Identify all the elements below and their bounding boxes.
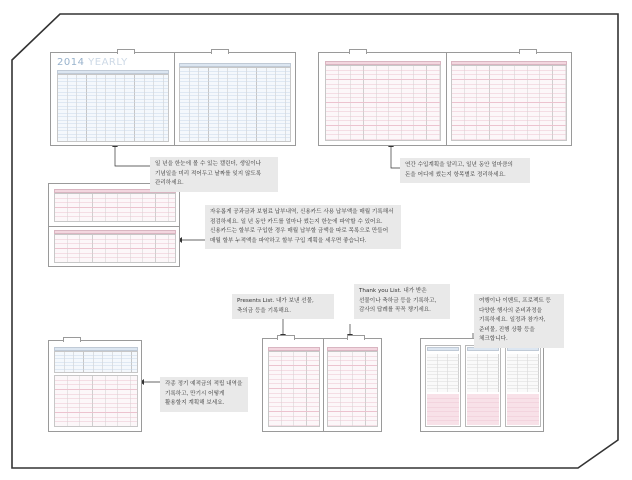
savings-grid-top [54, 351, 138, 373]
event-column-body [467, 354, 499, 392]
spread-fold [174, 53, 175, 145]
spread-travel [420, 338, 544, 432]
spread-fold [446, 53, 447, 145]
page-tab [211, 49, 229, 54]
event-column-checklist [467, 394, 499, 425]
event-column-header [427, 347, 459, 351]
page-tab [277, 335, 295, 340]
page-tab [347, 335, 365, 340]
leader-yearly [115, 146, 150, 166]
yearly-grid-right [179, 67, 291, 142]
page-tab [519, 49, 537, 54]
insurance-grid-bottom [54, 234, 176, 263]
event-column-body [507, 354, 539, 392]
note-income: 연간 수입계획을 알리고, 일년 동안 얼마큼의 돈을 어디에 썼는지 항목별로 정리하세요. [400, 158, 530, 183]
note-travel: 여행이나 이벤트, 프로젝트 등 다양한 행사의 준비과정을 기록하세요. 일정과 참가자, 준비물, 진행 상황 등을 체크합니다. [474, 294, 564, 348]
note-presents: Presents List. 내가 보낸 선물, 축의금 등을 기록해요. [232, 294, 334, 319]
spread-savings [48, 340, 142, 432]
spread-fold [49, 226, 179, 227]
leader-income [391, 146, 400, 168]
spread-yearly [50, 52, 296, 146]
event-column-checklist [507, 394, 539, 425]
event-column-checklist [427, 394, 459, 425]
income-grid-left [325, 65, 441, 141]
note-savings: 각종 정기 예적금의 적립 내역을 기록하고, 만기시 어떻게 활용할지 계획해 보세요. [160, 377, 248, 412]
event-column-2 [465, 345, 501, 427]
insurance-grid-top [54, 193, 176, 222]
spread-presents-thankyou [262, 338, 382, 432]
savings-grid-bottom [54, 375, 138, 427]
note-insurance: 자유롭게 공과금과 보험료 납부내역, 신용카드 사용 납부액을 매월 기록해서 점검하세요. 일 년 동안 카드를 얼마나 썼는지 한눈에 파악할 수 있어요. 신용카드는 할부로 구입한 경우 매월 납부할 금액을 따로 목록으로 만들어 매월 할부 누적액을 파악하고 할부 구입 계획을 세우면 좋습니다. [205, 205, 401, 249]
page-tab [63, 337, 81, 342]
income-grid-right [451, 65, 567, 141]
yearly-title: 2014 YEARLY [57, 57, 128, 68]
spread-income [318, 52, 572, 146]
thankyou-grid [327, 351, 378, 427]
page-tab [349, 49, 367, 54]
page-tab [117, 49, 135, 54]
spread-insurance [48, 183, 180, 267]
event-column-1 [425, 345, 461, 427]
note-yearly: 일 년을 한눈에 볼 수 있는 캘린더, 생일이나 기념일을 미리 적어두고 날짜를 잊지 않도록 관리하세요. [150, 157, 278, 192]
presents-grid [268, 351, 320, 427]
yearly-grid-left [57, 74, 169, 142]
event-column-body [427, 354, 459, 392]
note-thankyou: Thank you List. 내가 받은 선물이나 축하금 등을 기록하고, 감사의 답례를 꼭꼭 챙기세요. [354, 284, 450, 319]
spread-fold [323, 339, 324, 431]
event-column-3 [505, 345, 541, 427]
